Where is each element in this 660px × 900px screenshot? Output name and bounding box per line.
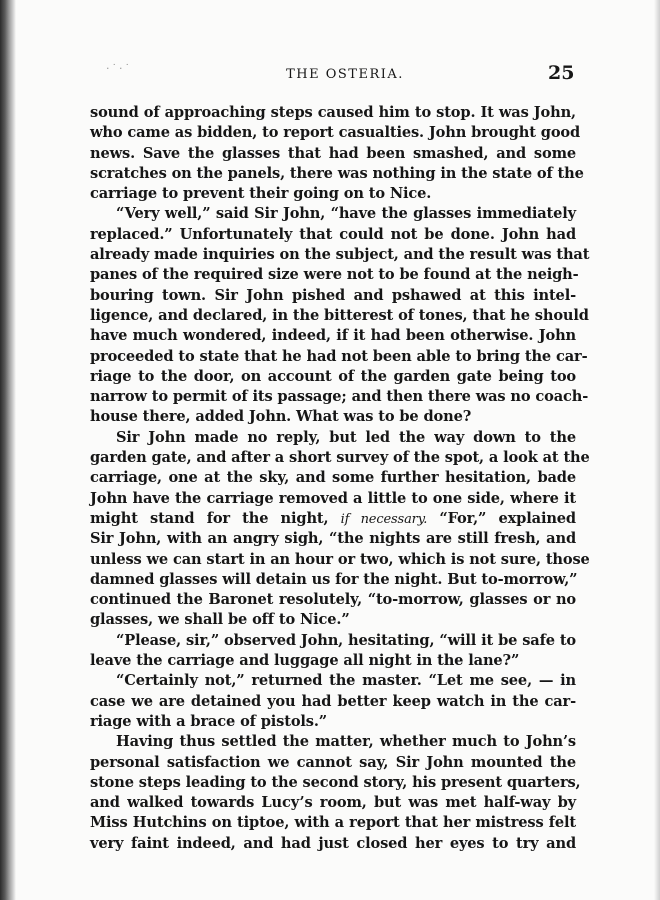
text-segment: “For,” explained [427,509,576,527]
text-line: riage to the door, on account of the garden gate being too [90,367,576,385]
text-line: John have the carriage removed a little to one side, where it [90,489,576,507]
text-line: stone steps leading to the second story, his present quarters, [90,773,581,791]
page-number: 25 [548,62,575,84]
text-line: already made inquiries on the subject, and the result was that [90,246,590,264]
text-line: have much wondered, indeed, if it had been otherwise. John [90,327,576,345]
text-line: proceeded to state that he had not been able to bring the car- [90,347,588,365]
body-text [90,103,590,854]
text-line: case we are detained you had better keep watch in the car- [90,692,576,710]
text-line: Sir John made no reply, but led the way down to the [116,428,576,446]
text-line: carriage to prevent their going on to Nice. [90,185,432,203]
text-line: and walked towards Lucy’s room, but was met half-way by [90,794,576,812]
text-line: riage with a brace of pistols.” [90,712,328,730]
text-line: sound of approaching steps caused him to stop. It was John, [90,104,576,121]
text-line: narrow to permit of its passage; and then there was no coach- [90,388,589,406]
text-line: “Please, sir,” observed John, hesitating, “will it be safe to [116,631,576,649]
text-line: garden gate, and after a short survey of the spot, a look at the [90,449,590,467]
ink-smudge: ·˙·˙ [106,62,132,75]
text-line: “Very well,” said Sir John, “have the glasses immediately [116,205,576,223]
text-line: ligence, and declared, in the bitterest of tones, that he should [90,306,589,324]
text-line: very faint indeed, and had just closed her eyes to try and [90,834,576,852]
page-binding-edge [0,0,16,900]
text-line: carriage, one at the sky, and some further hesitation, bade [90,469,576,487]
text-line: “Certainly not,” returned the master. “Let me see, — in [116,672,576,690]
text-line: Having thus settled the matter, whether much to John’s [116,733,576,751]
text-line: Sir John, with an angry sigh, “the nights are still fresh, and [90,530,576,548]
text-line-with-italic [90,509,576,529]
text-line: Miss Hutchins on tiptoe, with a report that her mistress felt [90,814,576,832]
text-line: continued the Baronet resolutely, “to-morrow, glasses or no [90,591,576,609]
text-line: news. Save the glasses that had been smashed, and some [90,144,576,162]
running-head: THE OSTERIA. [286,67,404,82]
text-line: leave the carriage and luggage all night in the lane?” [90,652,520,670]
text-line: damned glasses will detain us for the night. But to-morrow,” [90,570,578,588]
italic-phrase: if necessary. [340,511,428,527]
text-segment: might stand for the night, [90,509,341,527]
text-line: who came as bidden, to report casualties. John brought good [90,124,581,142]
text-line: personal satisfaction we cannot say, Sir John mounted the [90,753,576,771]
text-line: bouring town. Sir John pished and pshawed at this intel- [90,286,576,304]
text-line: replaced.” Unfortunately that could not be done. John had [90,225,576,243]
page-right-edge [654,0,660,900]
text-line: unless we can start in an hour or two, which is not sure, those [90,550,590,568]
text-line: house there, added John. What was to be done? [90,408,472,426]
text-line: scratches on the panels, there was nothing in the state of the [90,164,584,182]
text-line: panes of the required size were not to be found at the neigh- [90,266,579,284]
text-line: glasses, we shall be off to Nice.” [90,611,350,629]
